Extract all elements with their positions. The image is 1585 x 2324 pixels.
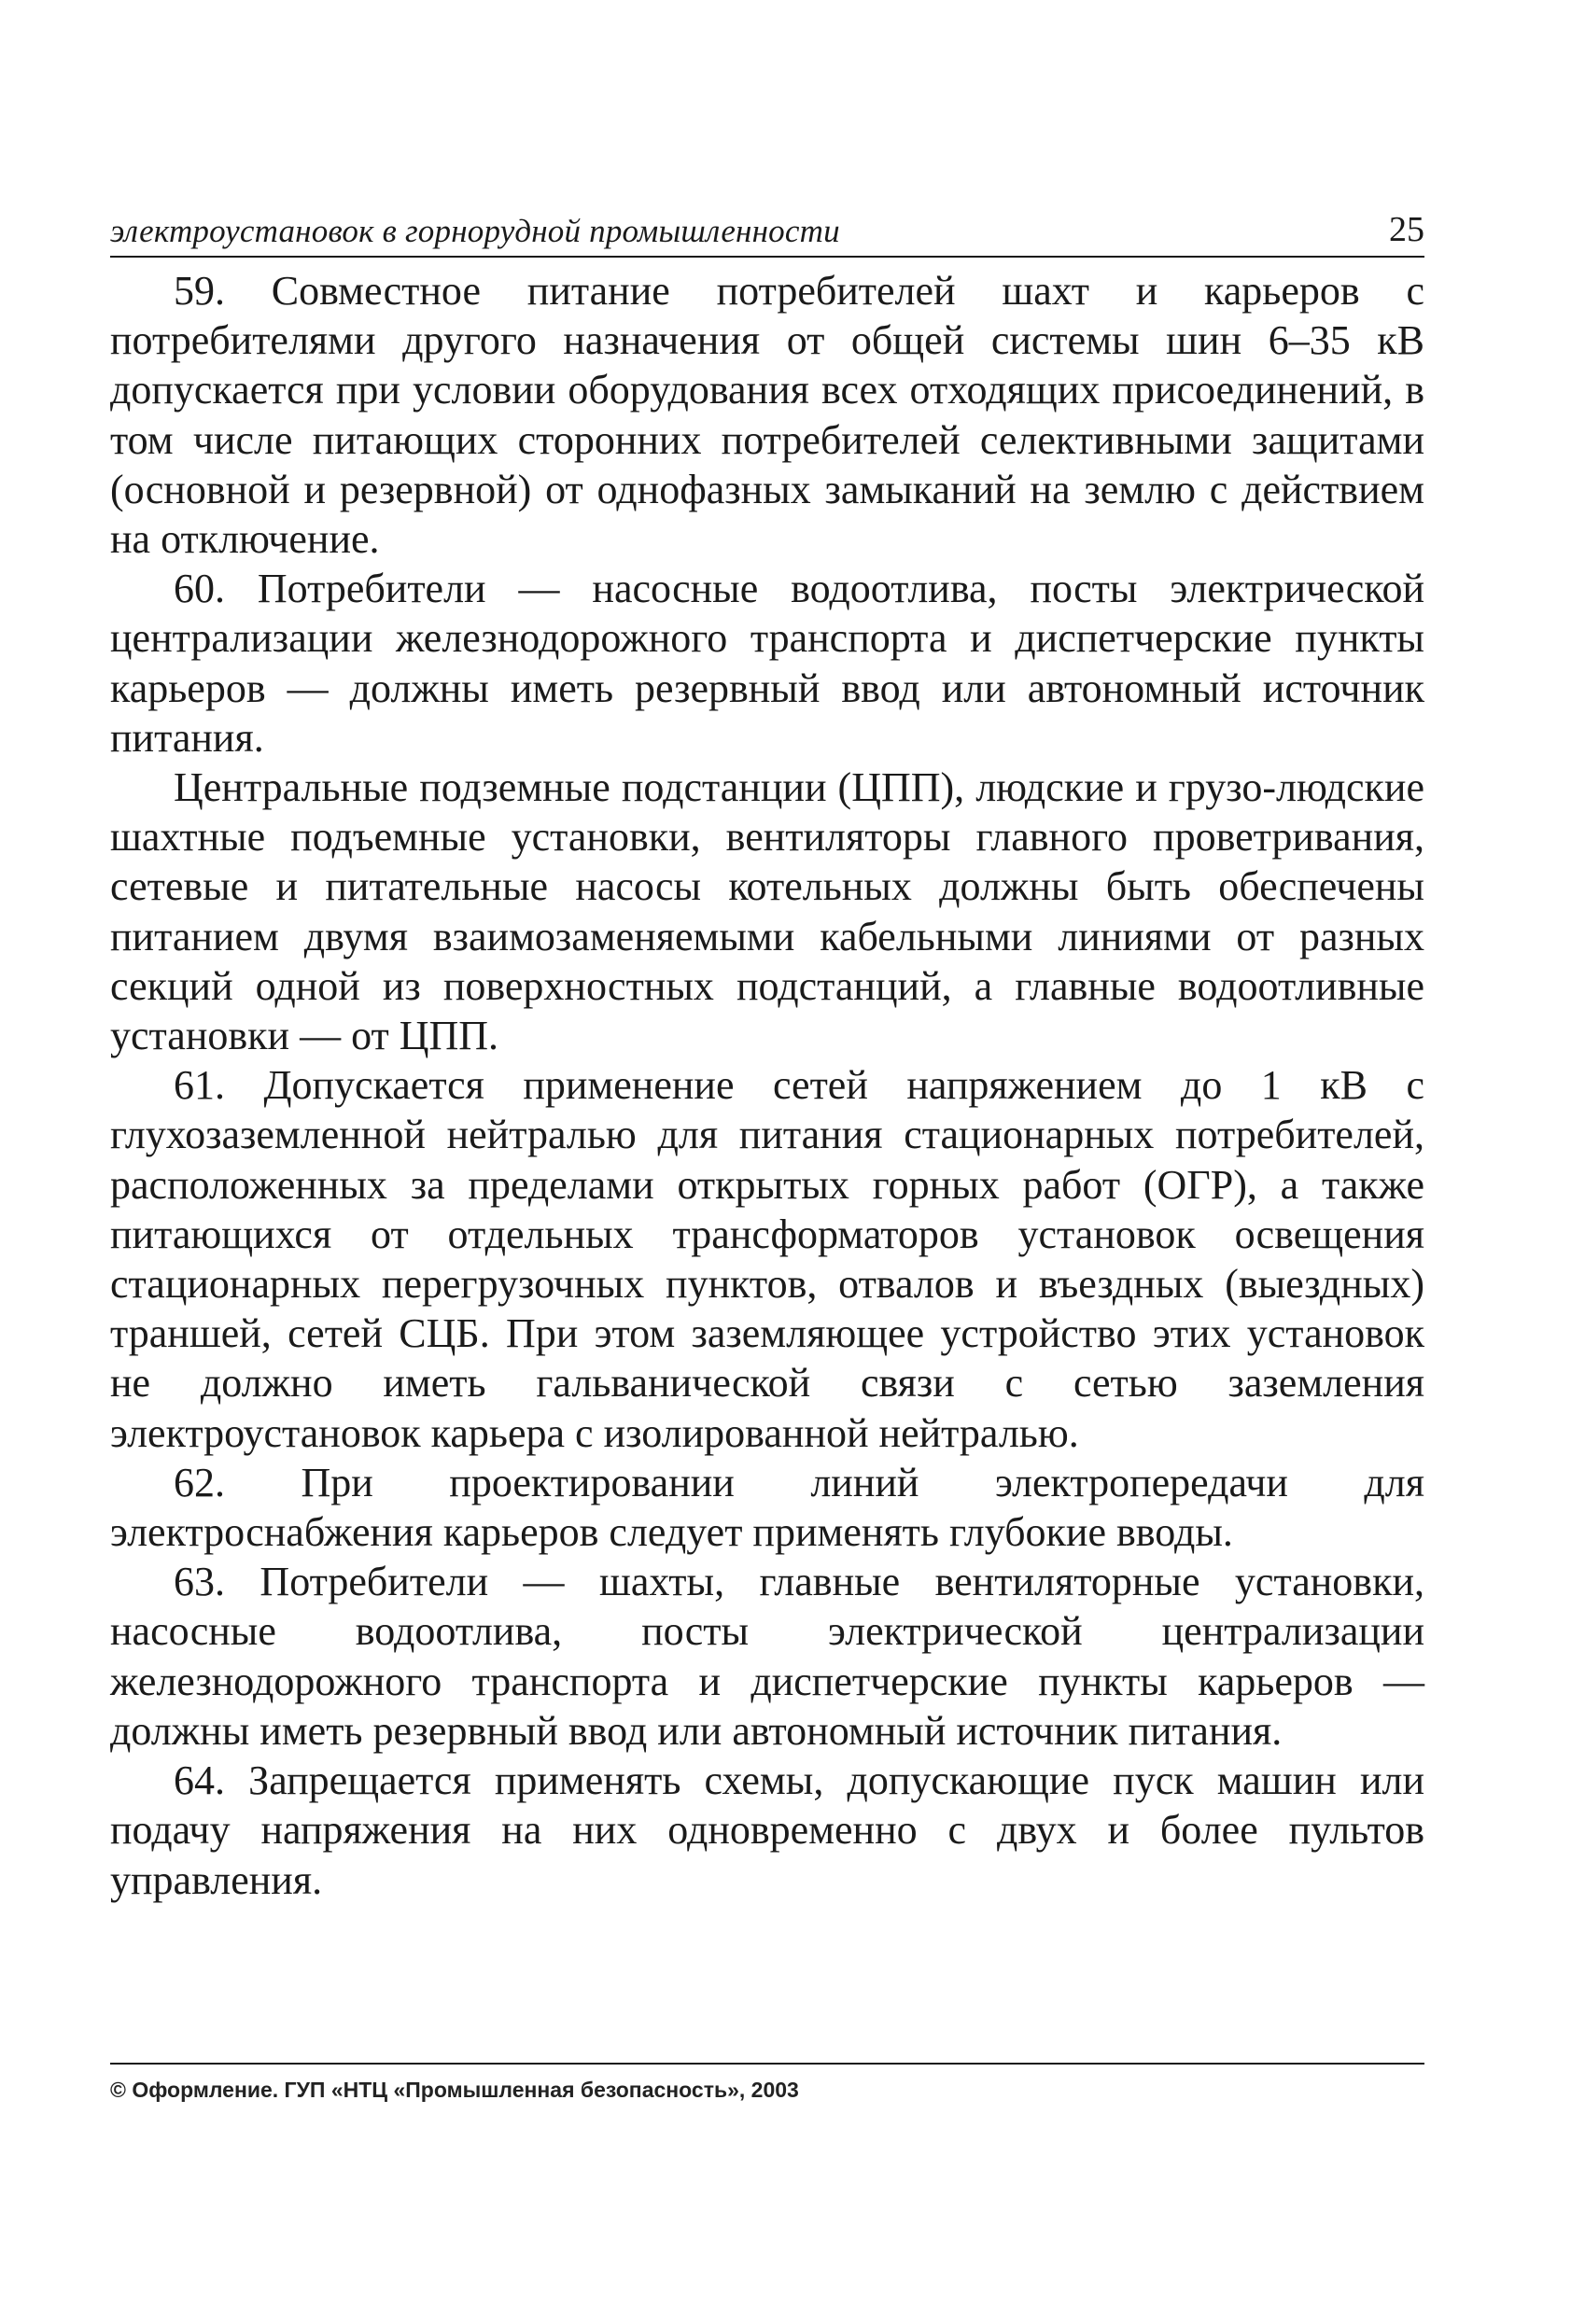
page-header <box>110 207 1424 258</box>
paragraph-60-continued: Центральные подземные подстанции (ЦПП), людские и грузо-людские шахтные подъемные установки, вентиляторы главного проветривания, сетевые и питательные насосы котельных должны быть обеспечены питанием двумя взаимозаменяемыми кабельными линиями от разных секций одной из поверхностных подстанций, а главные водоотливные установки — от ЦПП. <box>110 764 1424 1059</box>
paragraph-60: 60. Потребители — насосные водоотлива, посты электрической централизации железнодорожного транспорта и диспетчерские пункты карьеров — должны иметь резервный ввод или автономный источник питания. <box>110 566 1424 761</box>
body-text <box>110 266 1424 1905</box>
header-rule <box>110 256 1424 258</box>
footer-rule <box>110 2063 1424 2065</box>
running-title: электроустановок в горнорудной промышленности <box>110 213 840 249</box>
page-number: 25 <box>1389 210 1424 249</box>
paragraph-64: 64. Запрещается применять схемы, допускающие пуск машин или подачу напряжения на них одновременно с двух и более пультов управления. <box>110 1757 1424 1903</box>
paragraph-63: 63. Потребители — шахты, главные вентиляторные установки, насосные водоотлива, посты электрической централизации железнодорожного транспорта и диспетчерские пункты карьеров — должны иметь резервный ввод или автономный источник питания. <box>110 1559 1424 1754</box>
paragraph-61: 61. Допускается применение сетей напряжением до 1 кВ с глухозаземленной нейтралью для питания стационарных потребителей, расположенных за пределами открытых горных работ (ОГР), а также питающихся от отдельных трансформаторов установок освещения стационарных перегрузочных пунктов, отвалов и въездных (выездных) траншей, сетей СЦБ. При этом заземляющее устройство этих установок не должно иметь гальванической связи с сетью заземления электроустановок карьера с изолированной нейтралью. <box>110 1062 1424 1456</box>
copyright-note: © Оформление. ГУП «НТЦ «Промышленная безопасность», 2003 <box>110 2078 799 2102</box>
paragraph-59: 59. Совместное питание потребителей шахт и карьеров с потребителями другого назначения от общей системы шин 6–35 кВ допускается при условии оборудования всех отходящих присоединений, в том числе питающих сторонних потребителей селективными защитами (основной и резервной) от однофазных замыканий на землю с действием на отключение. <box>110 268 1424 563</box>
paragraph-62: 62. При проектировании линий электропередачи для электроснабжения карьеров следует применять глубокие вводы. <box>110 1459 1424 1556</box>
